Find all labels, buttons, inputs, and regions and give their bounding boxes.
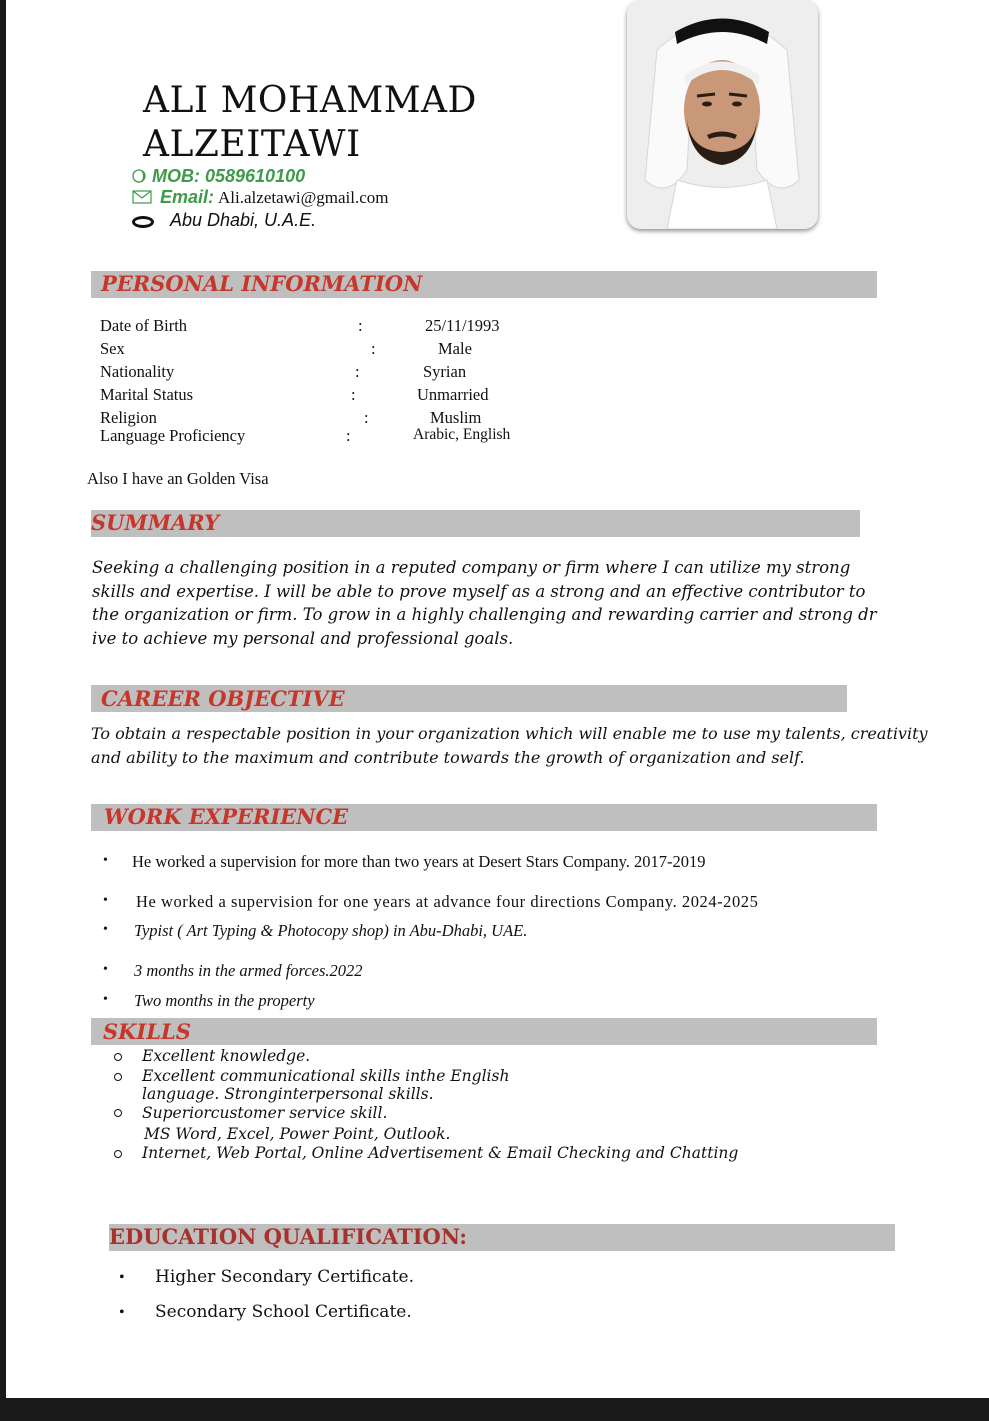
education-item: Secondary School Certificate. (155, 1302, 412, 1322)
bullet-dot: • (103, 893, 108, 908)
location-ring-icon (132, 216, 154, 228)
nationality-label: Nationality (100, 362, 175, 381)
work-item: Two months in the property (134, 991, 315, 1010)
career-heading: CAREER OBJECTIVE (101, 686, 345, 711)
email-label: Email: (160, 187, 215, 207)
education-heading: EDUCATION QUALIFICATION: (109, 1224, 468, 1249)
name-line-1: ALI MOHAMMAD (143, 80, 477, 121)
dob-value: 25/11/1993 (425, 316, 500, 335)
religion-value: Muslim (430, 408, 482, 427)
skill-bullet (114, 1053, 122, 1061)
mobile-row (132, 166, 305, 188)
career-text (91, 722, 928, 769)
religion-sep: : (364, 408, 369, 427)
moon-icon (132, 169, 146, 188)
summary-line: the organization or firm. To grow in a highly challenging and rewarding carrier and strong dr (92, 605, 877, 624)
sex-value: Male (438, 339, 472, 358)
work-heading: WORK EXPERIENCE (104, 804, 349, 829)
work-item: 3 months in the armed forces.2022 (134, 961, 363, 980)
skill-item: Superiorcustomer service skill. (142, 1104, 388, 1122)
name-line-2: ALZEITAWI (143, 124, 361, 165)
nationality-value: Syrian (423, 362, 467, 381)
summary-line: ive to achieve my personal and professional goals. (92, 628, 514, 648)
skill-bullet (114, 1073, 122, 1081)
work-item: He worked a supervision for more than two years at Desert Stars Company. 2017-2019 (132, 852, 706, 871)
career-line: and ability to the maximum and contribute towards the growth of organization and self. (91, 747, 805, 767)
skill-item: Excellent knowledge. (142, 1047, 311, 1065)
skills-heading: SKILLS (103, 1019, 191, 1044)
skill-item: Internet, Web Portal, Online Advertisement & Email Checking and Chatting (142, 1144, 739, 1162)
career-line: To obtain a respectable position in your organization which will enable me to use my talents, creativity (91, 724, 928, 743)
mobile-number: MOB: 0589610100 (152, 166, 306, 186)
skill-bullet (114, 1150, 122, 1158)
bullet-dot: • (103, 992, 108, 1007)
bullet-dot: • (103, 922, 108, 937)
language-label: Language Proficiency (100, 426, 246, 445)
golden-visa-note: Also I have an Golden Visa (87, 469, 269, 488)
bullet-dot: • (119, 1269, 125, 1286)
summary-line: Seeking a challenging position in a reputed company or firm where I can utilize my strong (92, 558, 851, 577)
email-value[interactable]: Ali.alzetawi@gmail.com (218, 188, 389, 207)
dob-label: Date of Birth (100, 316, 188, 335)
resume-page (6, 0, 989, 1398)
marital-sep: : (351, 385, 356, 404)
language-value: Arabic, English (413, 426, 511, 443)
profile-photo (627, 0, 818, 229)
summary-heading: SUMMARY (91, 510, 220, 535)
skill-bullet (114, 1109, 122, 1117)
work-item: He worked a supervision for one years at advance four directions Company. 2024-2025 (136, 892, 759, 911)
summary-line: skills and expertise. I will be able to prove myself as a strong and an effective contributor to (92, 581, 866, 601)
skill-item-continued: language. Stronginterpersonal skills. (142, 1085, 434, 1103)
skill-item: MS Word, Excel, Power Point, Outlook. (144, 1125, 451, 1143)
sex-label: Sex (100, 339, 125, 358)
marital-label: Marital Status (100, 385, 194, 404)
email-row (132, 187, 389, 209)
bullet-dot: • (119, 1304, 125, 1321)
bullet-dot: • (103, 962, 108, 977)
marital-value: Unmarried (417, 385, 489, 404)
nationality-sep: : (355, 362, 360, 381)
education-item: Higher Secondary Certificate. (155, 1267, 415, 1287)
personal-info-heading: PERSONAL INFORMATION (101, 271, 423, 296)
language-sep: : (346, 426, 351, 445)
location-text: Abu Dhabi, U.A.E. (170, 210, 317, 230)
envelope-icon (132, 190, 152, 209)
religion-label: Religion (100, 408, 157, 427)
dob-sep: : (358, 316, 363, 335)
summary-text (92, 556, 877, 650)
location-row (132, 210, 316, 231)
skill-item: Excellent communicational skills inthe English (142, 1067, 510, 1085)
sex-sep: : (371, 339, 376, 358)
work-item: Typist ( Art Typing & Photocopy shop) in Abu-Dhabi, UAE. (134, 921, 528, 940)
skills-bar (91, 1018, 877, 1045)
bullet-dot: • (103, 853, 108, 868)
